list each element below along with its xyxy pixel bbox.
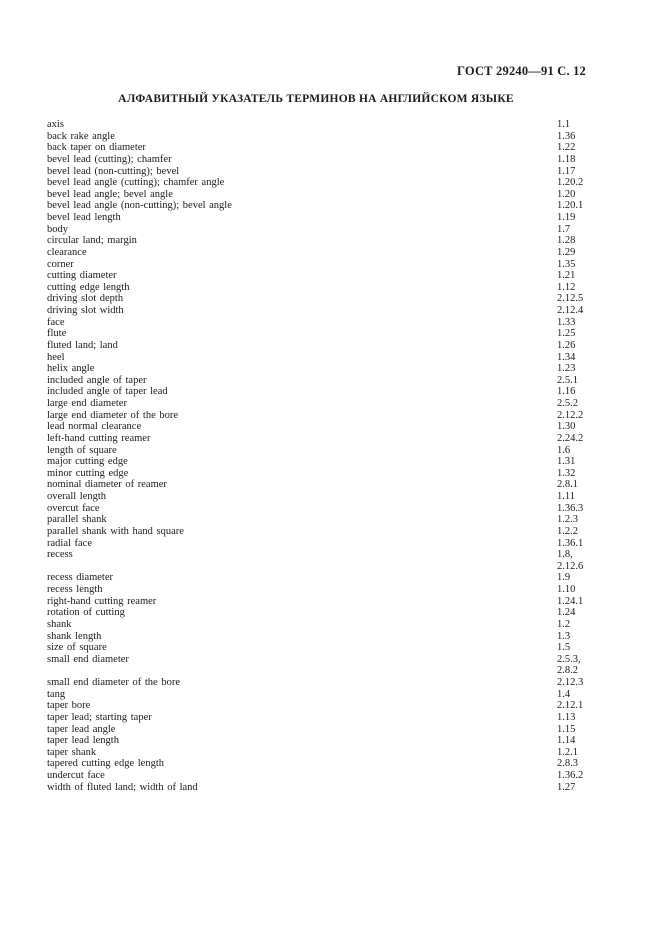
term-text: bevel lead (non-cutting); bevel	[47, 165, 180, 177]
term-text: body	[47, 223, 68, 235]
term-refs	[557, 200, 614, 212]
index-row	[47, 456, 614, 468]
term-text: fluted land; land	[47, 339, 118, 351]
index-row	[47, 270, 614, 282]
index-row	[47, 735, 614, 747]
ref-number: 2.5.1	[557, 374, 578, 386]
term-text: included angle of taper lead	[47, 386, 168, 398]
index-row	[47, 700, 614, 712]
ref-number: 1.5	[557, 642, 571, 654]
term-refs	[557, 421, 614, 433]
index-row	[47, 282, 614, 294]
ref-number: 1.31	[557, 456, 576, 468]
term-text: lead normal clearance	[47, 421, 142, 433]
term-refs	[557, 317, 614, 329]
index-row	[47, 142, 614, 154]
index-row	[47, 503, 614, 515]
index-row	[47, 305, 614, 317]
term-text: small end diameter	[47, 653, 129, 665]
term-text: bevel lead angle (cutting); chamfer angle	[47, 177, 225, 189]
index-row	[47, 293, 614, 305]
term-refs	[557, 410, 614, 422]
ref-number: 1.36	[557, 130, 576, 142]
ref-number: 1.4	[557, 688, 571, 700]
term-text: large end diameter of the bore	[47, 409, 179, 421]
term-text: driving slot depth	[47, 293, 124, 305]
term-refs	[557, 642, 614, 654]
term-text: face	[47, 316, 65, 328]
term-refs	[557, 224, 614, 236]
term-text: major cutting edge	[47, 456, 128, 468]
term-refs	[557, 154, 614, 166]
index-row	[47, 363, 614, 375]
term-text: small end diameter of the bore	[47, 677, 180, 688]
term-refs	[557, 270, 614, 282]
index-row	[47, 468, 614, 480]
ref-number: 1.20	[557, 188, 576, 200]
term-refs	[557, 654, 614, 677]
ref-number: 1.13	[557, 711, 576, 723]
term-text: shank	[47, 618, 72, 630]
ref-number: 1.22	[557, 142, 576, 154]
term-text: nominal diameter of reamer	[47, 479, 167, 491]
term-text: driving slot width	[47, 305, 124, 316]
term-refs	[557, 758, 614, 770]
page-title: АЛФАВИТНЫЙ УКАЗАТЕЛЬ ТЕРМИНОВ НА АНГЛИЙСКОМ ЯЗЫКЕ	[118, 93, 514, 105]
ref-number: 1.6	[557, 444, 571, 456]
ref-number: 1.2.2	[557, 525, 578, 537]
term-text: helix angle	[47, 363, 95, 375]
ref-number: 1.1	[557, 119, 571, 130]
index-row	[47, 584, 614, 596]
term-refs	[557, 526, 614, 538]
term-text: flute	[47, 328, 67, 340]
term-text: taper lead angle	[47, 723, 116, 735]
ref-number: 2.12.4	[557, 305, 584, 316]
ref-number: 1.2	[557, 618, 571, 630]
index-row	[47, 247, 614, 259]
ref-number: 1.34	[557, 351, 576, 363]
term-text: bevel lead angle (non-cutting); bevel angle	[47, 200, 232, 212]
ref-number: 1.20.2	[557, 177, 584, 189]
term-text: rotation of cutting	[47, 607, 125, 619]
term-text: length of square	[47, 444, 117, 456]
ref-number: 1.27	[557, 781, 576, 793]
ref-number: 1.19	[557, 212, 576, 223]
term-refs	[557, 700, 614, 712]
term-refs	[557, 282, 614, 294]
term-refs	[557, 712, 614, 724]
index-row	[47, 549, 614, 572]
term-text: parallel shank with hand square	[47, 525, 184, 537]
index-row	[47, 445, 614, 457]
index-row	[47, 328, 614, 340]
term-refs	[557, 305, 614, 317]
ref-number: 1.30	[557, 421, 576, 433]
ref-number: 1.2.3	[557, 514, 578, 526]
term-text: recess	[47, 549, 73, 561]
ref-number: 1.36.3	[557, 502, 584, 514]
term-refs	[557, 340, 614, 352]
ref-number: 2.8.1	[557, 479, 578, 491]
index-row	[47, 154, 614, 166]
term-refs	[557, 724, 614, 736]
term-text: clearance	[47, 246, 87, 258]
term-refs	[557, 259, 614, 271]
index-row	[47, 224, 614, 236]
term-refs	[557, 479, 614, 491]
term-text: minor cutting edge	[47, 467, 129, 479]
term-text: axis	[47, 119, 64, 130]
term-refs	[557, 386, 614, 398]
index-row	[47, 375, 614, 387]
ref-number: 1.24	[557, 607, 576, 619]
term-refs	[557, 631, 614, 643]
term-text: right-hand cutting reamer	[47, 595, 157, 607]
term-text: size of square	[47, 642, 107, 654]
ref-number: 1.12	[557, 281, 576, 293]
index-list	[47, 119, 614, 793]
index-row	[47, 317, 614, 329]
index-row	[47, 631, 614, 643]
term-refs	[557, 328, 614, 340]
term-text: tapered cutting edge length	[47, 758, 164, 770]
index-row	[47, 607, 614, 619]
ref-number: 1.14	[557, 735, 576, 747]
index-row	[47, 538, 614, 550]
ref-number: 2.12.1	[557, 700, 584, 712]
index-row	[47, 340, 614, 352]
ref-number: 2.12.6	[557, 560, 584, 572]
index-row	[47, 410, 614, 422]
ref-number: 1.11	[557, 491, 575, 502]
index-row	[47, 479, 614, 491]
index-row	[47, 689, 614, 701]
term-refs	[557, 456, 614, 468]
ref-number: 1.20.1	[557, 200, 584, 212]
ref-number: 2.12.5	[557, 293, 584, 305]
index-row	[47, 119, 614, 131]
index-row	[47, 642, 614, 654]
term-text: taper lead; starting taper	[47, 711, 152, 723]
index-row	[47, 596, 614, 608]
ref-number: 1.33	[557, 316, 576, 328]
index-row	[47, 177, 614, 189]
term-refs	[557, 549, 614, 572]
ref-number: 1.3	[557, 630, 571, 642]
term-refs	[557, 189, 614, 201]
term-text: bevel lead angle; bevel angle	[47, 188, 173, 200]
ref-number: 1.17	[557, 165, 576, 177]
ref-number: 1.36.1	[557, 537, 584, 549]
term-refs	[557, 212, 614, 224]
term-text: cutting diameter	[47, 270, 117, 282]
term-refs	[557, 433, 614, 445]
term-refs	[557, 352, 614, 364]
index-row	[47, 572, 614, 584]
term-text: corner	[47, 258, 74, 270]
ref-number: 1.9	[557, 572, 571, 584]
index-row	[47, 131, 614, 143]
index-row	[47, 235, 614, 247]
term-refs	[557, 293, 614, 305]
ref-number: 1.23	[557, 363, 576, 375]
index-row	[47, 770, 614, 782]
ref-number: 2.5.3,	[557, 653, 581, 665]
ref-number: 1.26	[557, 339, 576, 351]
index-row	[47, 712, 614, 724]
ref-number: 2.24.2	[557, 432, 584, 444]
term-refs	[557, 445, 614, 457]
index-row	[47, 433, 614, 445]
ref-number: 1.10	[557, 584, 576, 595]
term-refs	[557, 735, 614, 747]
term-refs	[557, 235, 614, 247]
ref-number: 2.8.3	[557, 758, 578, 770]
index-row	[47, 526, 614, 538]
ref-number: 2.12.3	[557, 677, 584, 688]
ref-number: 2.12.2	[557, 409, 584, 421]
index-row	[47, 514, 614, 526]
index-row	[47, 677, 614, 689]
index-row	[47, 491, 614, 503]
term-refs	[557, 747, 614, 759]
ref-number: 1.32	[557, 467, 576, 479]
ref-number: 1.2.1	[557, 746, 578, 758]
index-row	[47, 386, 614, 398]
term-text: back rake angle	[47, 130, 115, 142]
ref-number: 1.21	[557, 270, 576, 282]
term-refs	[557, 503, 614, 515]
term-refs	[557, 177, 614, 189]
term-text: width of fluted land; width of land	[47, 781, 198, 793]
ref-number: 1.36.2	[557, 770, 584, 781]
term-text: recess length	[47, 584, 103, 595]
index-row	[47, 189, 614, 201]
term-text: overall length	[47, 491, 107, 502]
term-refs	[557, 131, 614, 143]
ref-number: 2.8.2	[557, 665, 578, 677]
index-row	[47, 212, 614, 224]
ref-number: 1.8,	[557, 549, 573, 561]
ref-number: 1.35	[557, 258, 576, 270]
index-row	[47, 166, 614, 178]
ref-number: 1.29	[557, 246, 576, 258]
term-text: included angle of taper	[47, 374, 147, 386]
term-refs	[557, 689, 614, 701]
term-refs	[557, 375, 614, 387]
index-row	[47, 758, 614, 770]
term-text: taper lead length	[47, 735, 119, 747]
term-refs	[557, 491, 614, 503]
term-refs	[557, 596, 614, 608]
term-text: tang	[47, 688, 66, 700]
term-refs	[557, 514, 614, 526]
term-text: shank length	[47, 630, 102, 642]
term-refs	[557, 468, 614, 480]
term-refs	[557, 142, 614, 154]
ref-number: 1.25	[557, 328, 576, 340]
term-refs	[557, 119, 614, 131]
term-refs	[557, 607, 614, 619]
index-row	[47, 398, 614, 410]
standard-number-header: ГОСТ 29240—91 С. 12	[457, 64, 586, 78]
term-refs	[557, 584, 614, 596]
index-row	[47, 782, 614, 794]
ref-number: 1.18	[557, 153, 576, 165]
term-refs	[557, 538, 614, 550]
term-refs	[557, 782, 614, 794]
term-refs	[557, 166, 614, 178]
term-refs	[557, 572, 614, 584]
index-row	[47, 421, 614, 433]
term-refs	[557, 770, 614, 782]
term-refs	[557, 247, 614, 259]
term-refs	[557, 619, 614, 631]
index-row	[47, 259, 614, 271]
term-text: large end diameter	[47, 398, 127, 409]
term-refs	[557, 363, 614, 375]
index-row	[47, 747, 614, 759]
ref-number: 1.24.1	[557, 595, 584, 607]
term-refs	[557, 398, 614, 410]
term-text: circular land; margin	[47, 235, 137, 247]
term-text: bevel lead (cutting); chamfer	[47, 153, 172, 165]
term-text: recess diameter	[47, 572, 114, 584]
term-text: taper shank	[47, 746, 97, 758]
term-refs	[557, 677, 614, 689]
term-text: back taper on diameter	[47, 142, 146, 154]
term-text: taper bore	[47, 700, 91, 712]
term-text: bevel lead length	[47, 212, 121, 223]
ref-number: 1.28	[557, 235, 576, 247]
index-row	[47, 352, 614, 364]
ref-number: 1.16	[557, 386, 576, 398]
ref-number: 1.7	[557, 223, 571, 235]
ref-number: 2.5.2	[557, 398, 578, 409]
term-text: undercut face	[47, 770, 105, 781]
term-text: parallel shank	[47, 514, 107, 526]
index-row	[47, 619, 614, 631]
term-text: overcut face	[47, 502, 100, 514]
index-row	[47, 724, 614, 736]
term-text: radial face	[47, 537, 93, 549]
term-text: heel	[47, 351, 65, 363]
term-text: left-hand cutting reamer	[47, 432, 151, 444]
index-row	[47, 654, 614, 677]
ref-number: 1.15	[557, 723, 576, 735]
index-row	[47, 200, 614, 212]
term-text: cutting edge length	[47, 281, 130, 293]
